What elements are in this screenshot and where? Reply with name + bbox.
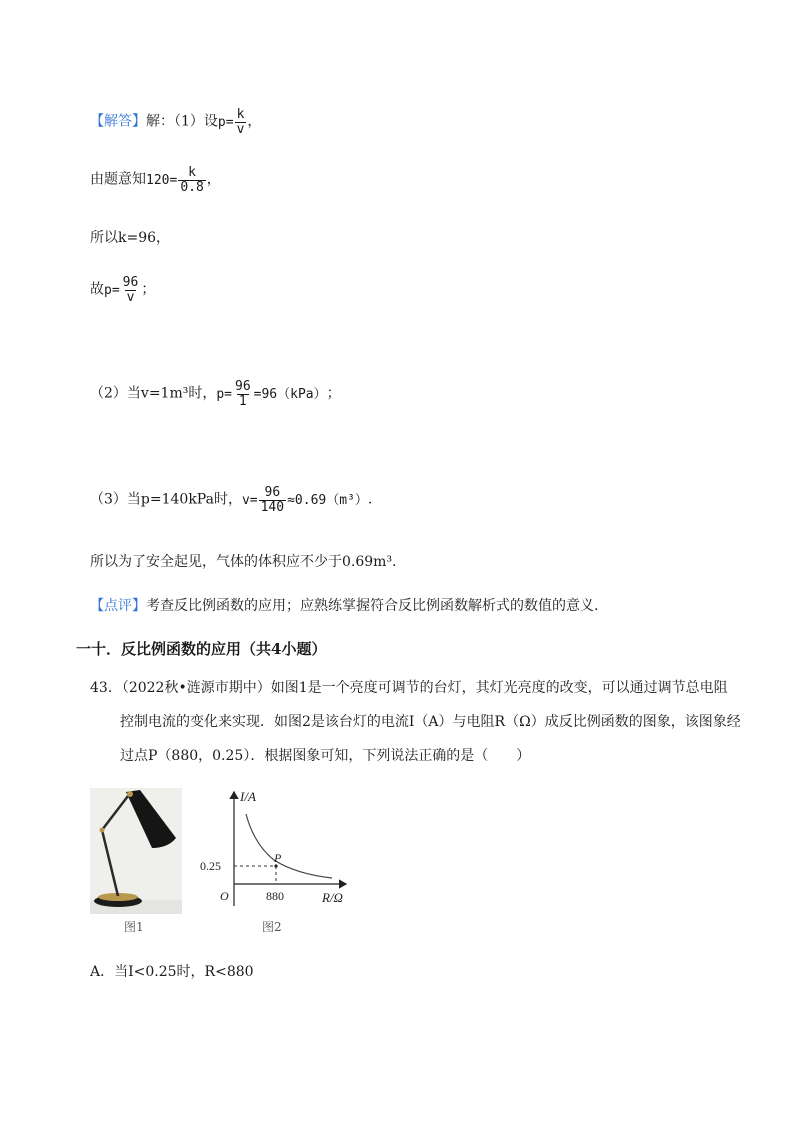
x-axis-label: R/Ω (322, 890, 343, 905)
answer-tag: 【解答】 (90, 113, 146, 130)
section-title: 一十．反比例函数的应用（共4小题） (76, 640, 327, 658)
x-tick-label: 880 (266, 889, 284, 903)
y-tick-label: 0.25 (200, 859, 221, 873)
formula-120: 120= $\frac{k}{0.8}$ (146, 165, 204, 195)
answer-part1-line: 【解答】解：（1）设 p= $\frac{k}{v}$ ， (90, 107, 262, 137)
formula-p-k-over-v: p= $\frac{k}{v}$ (217, 107, 245, 137)
answer-part3-line: （3）当p=140kPa时， v= $\frac{96}{140}$ ≈0.69（m³） . (90, 485, 373, 515)
comment-text: 考查反比例函数的应用；应熟练掌握符合反比例函数解析式的数值的意义. (146, 598, 599, 614)
y-axis-label: I/A (240, 789, 256, 804)
figure2-caption: 图2 (262, 920, 282, 934)
comment-tag: 【点评】 (90, 598, 146, 614)
part2-prefix: （2）当v=1m³时， (90, 385, 217, 402)
question-line-1: 43．（2022秋•涟源市期中）如图1是一个亮度可调节的台灯，其灯光亮度的改变，可以通过调节总电阻 (90, 680, 728, 696)
current-resistance-graph (196, 784, 366, 914)
option-a: A．当I<0.25时，R<880 (90, 964, 254, 980)
answer-given-line: 由题意知 120= $\frac{k}{0.8}$ ， (90, 165, 221, 195)
formula-p-96-over-v: p= $\frac{96}{v}$ (104, 275, 139, 305)
origin-label: O (220, 889, 229, 903)
lamp-drawing (90, 788, 182, 914)
part3-prefix: （3）当p=140kPa时， (90, 491, 242, 508)
question-line-3: 过点P（880，0.25）．根据图象可知，下列说法正确的是（ ） (120, 748, 531, 764)
lamp-photo (90, 788, 182, 914)
comment-line (90, 596, 598, 616)
formula-v-96-over-140: v= $\frac{96}{140}$ ≈0.69（m³） (241, 485, 368, 515)
point-p-label: P (274, 851, 282, 865)
given-prefix: 由题意知 (90, 171, 146, 188)
so-k-line: 所以k=96， (90, 230, 171, 246)
answer-part2-line: （2）当v=1m³时， p= $\frac{96}{1}$ =96（kPa） ； (90, 379, 341, 409)
therefore-line: 故 p= $\frac{96}{v}$ ； (90, 275, 156, 305)
answer-intro: 解：（1）设 (146, 113, 218, 130)
inverse-curve (246, 814, 332, 878)
figure1-caption: 图1 (124, 920, 144, 934)
formula-p-96-over-1: p= $\frac{96}{1}$ =96（kPa） (216, 379, 327, 409)
question-line-2: 控制电流的变化来实现．如图2是该台灯的电流I（A）与电阻R（Ω）成反比例函数的图象，该图象经 (120, 714, 741, 730)
conclusion-line: 所以为了安全起见，气体的体积应不少于0.69m³. (90, 554, 397, 570)
